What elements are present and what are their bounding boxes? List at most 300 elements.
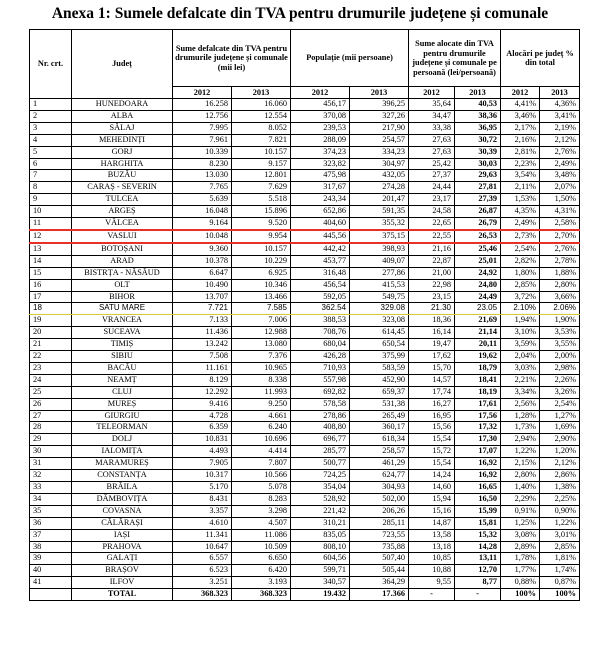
header-populatie: Populație (mii persoane) xyxy=(291,30,409,87)
populatie-2013-cell: 502,00 xyxy=(350,493,409,505)
procent-2012-cell: 2,21% xyxy=(501,374,540,386)
populatie-2012-cell: 285,77 xyxy=(291,446,350,458)
sume-2013-cell: 12.988 xyxy=(232,327,291,339)
alocat-2013-cell: 26,53 xyxy=(455,230,501,243)
procent-2012-cell: 1,25% xyxy=(501,517,540,529)
county-name-cell: HUNEDOARA xyxy=(72,99,173,111)
alocat-2013-cell: 18,79 xyxy=(455,362,501,374)
procent-2013-cell: 1,74% xyxy=(540,565,580,577)
sume-2012-cell: 8.431 xyxy=(173,493,232,505)
sume-2013-cell: 12.554 xyxy=(232,110,291,122)
procent-2013-cell: 1,38% xyxy=(540,482,580,494)
populatie-2013-cell: 334,23 xyxy=(350,146,409,158)
sume-2012-cell: 9.164 xyxy=(173,218,232,230)
populatie-2013-cell: 285,11 xyxy=(350,517,409,529)
procent-2013-cell: 4,36% xyxy=(540,99,580,111)
alocat-2013-cell: 36,95 xyxy=(455,122,501,134)
populatie-2013-cell: 304,93 xyxy=(350,482,409,494)
county-name-cell: BACĂU xyxy=(72,362,173,374)
county-name-cell: MEHEDINȚI xyxy=(72,134,173,146)
row-nr-cell: 14 xyxy=(30,255,72,267)
procent-2013-cell: 2,76% xyxy=(540,146,580,158)
populatie-2013-cell: 375,99 xyxy=(350,351,409,363)
table-row xyxy=(30,315,580,327)
alocat-2012-cell: 23,15 xyxy=(409,291,455,303)
table-row xyxy=(30,134,580,146)
county-name-cell: SĂLAJ xyxy=(72,122,173,134)
sume-2013-cell: 3.193 xyxy=(232,577,291,589)
procent-2013-cell: 2,54% xyxy=(540,398,580,410)
header-judet: Județ xyxy=(72,30,173,99)
alocat-2013-cell: 40,53 xyxy=(455,99,501,111)
populatie-2012-cell: 370,08 xyxy=(291,110,350,122)
row-nr-cell: 15 xyxy=(30,267,72,279)
total-row xyxy=(30,589,580,601)
alocat-2012-cell: 15,54 xyxy=(409,458,455,470)
procent-2013-cell: 2.06% xyxy=(540,303,580,315)
row-nr-cell: 7 xyxy=(30,170,72,182)
sume-2012-cell: 10.048 xyxy=(173,230,232,243)
alocat-2012-cell: 13,18 xyxy=(409,541,455,553)
sume-2012-cell: 10.490 xyxy=(173,279,232,291)
alocat-2013-cell: 25,46 xyxy=(455,243,501,255)
county-name-cell: BOTOȘANI xyxy=(72,243,173,255)
populatie-2012-cell: 239,53 xyxy=(291,122,350,134)
procent-2012-cell: 2,49% xyxy=(501,218,540,230)
sume-2013-cell: 4.661 xyxy=(232,410,291,422)
row-nr-cell: 35 xyxy=(30,505,72,517)
sume-2013-cell: 9.157 xyxy=(232,158,291,170)
populatie-2012-cell: 445,56 xyxy=(291,230,350,243)
alocat-2013-cell: 30,03 xyxy=(455,158,501,170)
table-row xyxy=(30,99,580,111)
sume-2013-cell: 6.925 xyxy=(232,267,291,279)
alocat-2013-cell: 17,32 xyxy=(455,422,501,434)
procent-2013-cell: 1,20% xyxy=(540,446,580,458)
total-county-name-cell: TOTAL xyxy=(72,589,173,601)
populatie-2012-cell: 500,77 xyxy=(291,458,350,470)
table-row xyxy=(30,434,580,446)
sume-2013-cell: 8.283 xyxy=(232,493,291,505)
row-nr-cell: 41 xyxy=(30,577,72,589)
allocation-table-wrapper xyxy=(29,29,579,601)
table-row xyxy=(30,482,580,494)
populatie-2012-cell: 340,57 xyxy=(291,577,350,589)
populatie-2012-cell: 528,92 xyxy=(291,493,350,505)
table-row xyxy=(30,398,580,410)
alocat-2012-cell: 21,00 xyxy=(409,267,455,279)
populatie-2012-cell: 835,05 xyxy=(291,529,350,541)
total-populatie-2012-cell: 19.432 xyxy=(291,589,350,601)
header-alocari: Alocări pe județ % din total xyxy=(501,30,580,87)
table-row xyxy=(30,206,580,218)
row-nr-cell: 8 xyxy=(30,182,72,194)
sume-2012-cell: 7.905 xyxy=(173,458,232,470)
alocat-2012-cell: 14,60 xyxy=(409,482,455,494)
row-nr-cell: 39 xyxy=(30,553,72,565)
table-row xyxy=(30,291,580,303)
row-nr-cell: 40 xyxy=(30,565,72,577)
populatie-2013-cell: 415,53 xyxy=(350,279,409,291)
sume-2013-cell: 7.629 xyxy=(232,182,291,194)
year-header: 2013 xyxy=(350,87,409,99)
alocat-2012-cell: 16,14 xyxy=(409,327,455,339)
sume-2012-cell: 12.756 xyxy=(173,110,232,122)
populatie-2013-cell: 461,29 xyxy=(350,458,409,470)
procent-2012-cell: 3,03% xyxy=(501,362,540,374)
sume-2013-cell: 7.821 xyxy=(232,134,291,146)
populatie-2013-cell: 591,35 xyxy=(350,206,409,218)
row-nr-cell: 26 xyxy=(30,398,72,410)
table-row xyxy=(30,470,580,482)
county-name-cell: ARAD xyxy=(72,255,173,267)
county-name-cell: HARGHITA xyxy=(72,158,173,170)
county-name-cell: BRĂILA xyxy=(72,482,173,494)
populatie-2012-cell: 442,42 xyxy=(291,243,350,255)
row-nr-cell: 12 xyxy=(30,230,72,243)
alocat-2013-cell: 15,81 xyxy=(455,517,501,529)
populatie-2012-cell: 310,21 xyxy=(291,517,350,529)
county-name-cell: GORJ xyxy=(72,146,173,158)
county-name-cell: IALOMIȚA xyxy=(72,446,173,458)
procent-2013-cell: 3,66% xyxy=(540,291,580,303)
county-name-cell: DOLJ xyxy=(72,434,173,446)
procent-2013-cell: 1,90% xyxy=(540,315,580,327)
row-nr-cell: 9 xyxy=(30,194,72,206)
table-row xyxy=(30,505,580,517)
procent-2012-cell: 3,46% xyxy=(501,110,540,122)
populatie-2013-cell: 396,25 xyxy=(350,99,409,111)
procent-2012-cell: 2,82% xyxy=(501,255,540,267)
alocat-2013-cell: 14,28 xyxy=(455,541,501,553)
sume-2013-cell: 8.052 xyxy=(232,122,291,134)
header-nr: Nr. crt. xyxy=(30,30,72,99)
sume-2012-cell: 6.647 xyxy=(173,267,232,279)
county-name-cell: NEAMȚ xyxy=(72,374,173,386)
sume-2013-cell: 13.466 xyxy=(232,291,291,303)
procent-2012-cell: 1,28% xyxy=(501,410,540,422)
populatie-2012-cell: 374,23 xyxy=(291,146,350,158)
procent-2013-cell: 1,50% xyxy=(540,194,580,206)
sume-2012-cell: 6.359 xyxy=(173,422,232,434)
county-name-cell: GALAȚI xyxy=(72,553,173,565)
row-nr-cell: 29 xyxy=(30,434,72,446)
alocat-2012-cell: 33,38 xyxy=(409,122,455,134)
table-row xyxy=(30,458,580,470)
sume-2013-cell: 7.376 xyxy=(232,351,291,363)
procent-2012-cell: 2,81% xyxy=(501,146,540,158)
procent-2012-cell: 2,23% xyxy=(501,158,540,170)
alocat-2012-cell: 25,42 xyxy=(409,158,455,170)
procent-2013-cell: 1,22% xyxy=(540,517,580,529)
alocat-2012-cell: 17,74 xyxy=(409,386,455,398)
alocat-2012-cell: 22,98 xyxy=(409,279,455,291)
sume-2012-cell: 4.610 xyxy=(173,517,232,529)
table-row xyxy=(30,158,580,170)
populatie-2013-cell: 274,28 xyxy=(350,182,409,194)
sume-2013-cell: 6.240 xyxy=(232,422,291,434)
procent-2013-cell: 3,48% xyxy=(540,170,580,182)
row-nr-cell: 32 xyxy=(30,470,72,482)
table-row xyxy=(30,553,580,565)
procent-2012-cell: 3,10% xyxy=(501,327,540,339)
populatie-2012-cell: 426,28 xyxy=(291,351,350,363)
row-nr-cell: 38 xyxy=(30,541,72,553)
alocat-2013-cell: 24,80 xyxy=(455,279,501,291)
total-procent-2013-cell: 100% xyxy=(540,589,580,601)
procent-2012-cell: 1,78% xyxy=(501,553,540,565)
row-nr-cell: 37 xyxy=(30,529,72,541)
county-name-cell: BRAȘOV xyxy=(72,565,173,577)
populatie-2013-cell: 398,93 xyxy=(350,243,409,255)
sume-2013-cell: 7.585 xyxy=(232,303,291,315)
alocat-2013-cell: 26,79 xyxy=(455,218,501,230)
sume-2012-cell: 6.523 xyxy=(173,565,232,577)
alocat-2013-cell: 26,87 xyxy=(455,206,501,218)
alocat-2012-cell: 24,58 xyxy=(409,206,455,218)
alocat-2013-cell: 15,99 xyxy=(455,505,501,517)
sume-2013-cell: 3.298 xyxy=(232,505,291,517)
populatie-2012-cell: 317,67 xyxy=(291,182,350,194)
populatie-2012-cell: 404,60 xyxy=(291,218,350,230)
populatie-2012-cell: 692,82 xyxy=(291,386,350,398)
populatie-2013-cell: 375,15 xyxy=(350,230,409,243)
populatie-2013-cell: 355,32 xyxy=(350,218,409,230)
procent-2012-cell: 2,56% xyxy=(501,398,540,410)
county-name-cell: DÂMBOVIȚA xyxy=(72,493,173,505)
sume-2012-cell: 3.251 xyxy=(173,577,232,589)
row-nr-cell: 25 xyxy=(30,386,72,398)
procent-2012-cell: 1,77% xyxy=(501,565,540,577)
procent-2012-cell: 4,35% xyxy=(501,206,540,218)
row-nr-cell: 33 xyxy=(30,482,72,494)
year-header: 2012 xyxy=(173,87,232,99)
year-header: 2012 xyxy=(501,87,540,99)
populatie-2013-cell: 409,07 xyxy=(350,255,409,267)
populatie-2012-cell: 456,17 xyxy=(291,99,350,111)
procent-2013-cell: 2,12% xyxy=(540,134,580,146)
county-name-cell: TIMIȘ xyxy=(72,339,173,351)
alocat-2012-cell: 14,87 xyxy=(409,517,455,529)
alocat-2013-cell: 16,92 xyxy=(455,458,501,470)
procent-2012-cell: 3,59% xyxy=(501,339,540,351)
county-name-cell: TULCEA xyxy=(72,194,173,206)
row-nr-cell: 5 xyxy=(30,146,72,158)
procent-2012-cell: 3,34% xyxy=(501,386,540,398)
county-name-cell: MARAMUREȘ xyxy=(72,458,173,470)
sume-2012-cell: 6.557 xyxy=(173,553,232,565)
populatie-2013-cell: 206,26 xyxy=(350,505,409,517)
row-nr-cell: 3 xyxy=(30,122,72,134)
procent-2012-cell: 2,16% xyxy=(501,134,540,146)
populatie-2013-cell: 254,57 xyxy=(350,134,409,146)
table-row xyxy=(30,541,580,553)
populatie-2012-cell: 696,77 xyxy=(291,434,350,446)
populatie-2012-cell: 475,98 xyxy=(291,170,350,182)
county-name-cell: ARGEȘ xyxy=(72,206,173,218)
table-row xyxy=(30,267,580,279)
alocat-2013-cell: 17,07 xyxy=(455,446,501,458)
alocat-2012-cell: 9,55 xyxy=(409,577,455,589)
table-row xyxy=(30,529,580,541)
county-name-cell: SUCEAVA xyxy=(72,327,173,339)
county-name-cell: OLT xyxy=(72,279,173,291)
table-row xyxy=(30,182,580,194)
procent-2012-cell: 2,54% xyxy=(501,243,540,255)
table-row xyxy=(30,339,580,351)
alocat-2013-cell: 19,62 xyxy=(455,351,501,363)
table-row xyxy=(30,255,580,267)
table-row xyxy=(30,303,580,315)
populatie-2013-cell: 618,34 xyxy=(350,434,409,446)
sume-2013-cell: 13.080 xyxy=(232,339,291,351)
alocat-2012-cell: 27,63 xyxy=(409,146,455,158)
sume-2012-cell: 10.647 xyxy=(173,541,232,553)
row-nr-cell: 27 xyxy=(30,410,72,422)
procent-2012-cell: 2,29% xyxy=(501,493,540,505)
sume-2013-cell: 10.965 xyxy=(232,362,291,374)
row-nr-cell: 30 xyxy=(30,446,72,458)
populatie-2013-cell: 583,59 xyxy=(350,362,409,374)
populatie-2013-cell: 201,47 xyxy=(350,194,409,206)
populatie-2013-cell: 549,75 xyxy=(350,291,409,303)
page-title: Anexa 1: Sumele defalcate din TVA pentru drumurile județene și comunale xyxy=(51,5,549,22)
procent-2012-cell: 2,73% xyxy=(501,230,540,243)
row-nr-cell: 18 xyxy=(30,303,72,315)
alocat-2013-cell: 16,92 xyxy=(455,470,501,482)
sume-2012-cell: 13.030 xyxy=(173,170,232,182)
row-nr-cell: 21 xyxy=(30,339,72,351)
county-name-cell: ALBA xyxy=(72,110,173,122)
sume-2012-cell: 7.961 xyxy=(173,134,232,146)
county-name-cell: BIHOR xyxy=(72,291,173,303)
sume-2012-cell: 7.765 xyxy=(173,182,232,194)
populatie-2013-cell: 614,45 xyxy=(350,327,409,339)
table-row xyxy=(30,565,580,577)
procent-2012-cell: 2,80% xyxy=(501,470,540,482)
sume-2012-cell: 8.129 xyxy=(173,374,232,386)
populatie-2012-cell: 592,05 xyxy=(291,291,350,303)
alocat-2012-cell: 35,64 xyxy=(409,99,455,111)
procent-2013-cell: 2,00% xyxy=(540,351,580,363)
procent-2013-cell: 1,88% xyxy=(540,267,580,279)
year-header: 2013 xyxy=(232,87,291,99)
sume-2012-cell: 5.170 xyxy=(173,482,232,494)
alocat-2012-cell: 14,57 xyxy=(409,374,455,386)
alocat-2013-cell: 17,30 xyxy=(455,434,501,446)
row-nr-cell: 34 xyxy=(30,493,72,505)
total-alocat-2013-cell: - xyxy=(455,589,501,601)
alocat-2013-cell: 21,69 xyxy=(455,315,501,327)
populatie-2012-cell: 288,09 xyxy=(291,134,350,146)
alocat-2013-cell: 18,19 xyxy=(455,386,501,398)
procent-2013-cell: 1,81% xyxy=(540,553,580,565)
alocat-2012-cell: 13,58 xyxy=(409,529,455,541)
county-name-cell: CONSTANȚA xyxy=(72,470,173,482)
alocat-2012-cell: 15,94 xyxy=(409,493,455,505)
sume-2012-cell: 10.831 xyxy=(173,434,232,446)
alocat-2013-cell: 17,61 xyxy=(455,398,501,410)
procent-2012-cell: 1,94% xyxy=(501,315,540,327)
sume-2012-cell: 16.258 xyxy=(173,99,232,111)
populatie-2012-cell: 243,34 xyxy=(291,194,350,206)
sume-2013-cell: 16.060 xyxy=(232,99,291,111)
row-nr-cell: 2 xyxy=(30,110,72,122)
alocat-2013-cell: 15,32 xyxy=(455,529,501,541)
sume-2013-cell: 15.896 xyxy=(232,206,291,218)
row-nr-cell: 24 xyxy=(30,374,72,386)
alocat-2013-cell: 16,50 xyxy=(455,493,501,505)
populatie-2013-cell: 723,55 xyxy=(350,529,409,541)
procent-2012-cell: 2,89% xyxy=(501,541,540,553)
alocat-2013-cell: 27,39 xyxy=(455,194,501,206)
row-nr-cell: 31 xyxy=(30,458,72,470)
total-alocat-2012-cell: - xyxy=(409,589,455,601)
alocat-2012-cell: 15,56 xyxy=(409,422,455,434)
alocat-2012-cell: 10,85 xyxy=(409,553,455,565)
county-name-cell: MUREȘ xyxy=(72,398,173,410)
procent-2013-cell: 2,26% xyxy=(540,374,580,386)
sume-2012-cell: 16.048 xyxy=(173,206,232,218)
alocat-2013-cell: 13,11 xyxy=(455,553,501,565)
county-name-cell: CARAȘ - SEVERIN xyxy=(72,182,173,194)
alocat-2012-cell: 15,54 xyxy=(409,434,455,446)
sume-2012-cell: 12.292 xyxy=(173,386,232,398)
table-row xyxy=(30,410,580,422)
county-name-cell: CĂLĂRAȘI xyxy=(72,517,173,529)
sume-2013-cell: 11.086 xyxy=(232,529,291,541)
procent-2012-cell: 1,40% xyxy=(501,482,540,494)
populatie-2012-cell: 604,56 xyxy=(291,553,350,565)
row-nr-cell: 17 xyxy=(30,291,72,303)
sume-2013-cell: 9.520 xyxy=(232,218,291,230)
populatie-2013-cell: 360,17 xyxy=(350,422,409,434)
populatie-2013-cell: 329.08 xyxy=(350,303,409,315)
procent-2012-cell: 2,17% xyxy=(501,122,540,134)
alocat-2012-cell: 22,65 xyxy=(409,218,455,230)
table-row xyxy=(30,146,580,158)
populatie-2013-cell: 304,97 xyxy=(350,158,409,170)
sume-2012-cell: 11.161 xyxy=(173,362,232,374)
table-row xyxy=(30,122,580,134)
populatie-2012-cell: 710,93 xyxy=(291,362,350,374)
alocat-2012-cell: 19,47 xyxy=(409,339,455,351)
populatie-2012-cell: 221,42 xyxy=(291,505,350,517)
table-row xyxy=(30,577,580,589)
county-name-cell: BUZĂU xyxy=(72,170,173,182)
sume-2013-cell: 8.338 xyxy=(232,374,291,386)
table-row xyxy=(30,279,580,291)
procent-2013-cell: 2,70% xyxy=(540,230,580,243)
total-row-nr-cell xyxy=(30,589,72,601)
alocat-2012-cell: 24,44 xyxy=(409,182,455,194)
procent-2012-cell: 3,54% xyxy=(501,170,540,182)
procent-2013-cell: 2,12% xyxy=(540,458,580,470)
row-nr-cell: 6 xyxy=(30,158,72,170)
populatie-2012-cell: 724,25 xyxy=(291,470,350,482)
row-nr-cell: 11 xyxy=(30,218,72,230)
table-row xyxy=(30,374,580,386)
sume-2013-cell: 10.566 xyxy=(232,470,291,482)
alocat-2013-cell: 27,81 xyxy=(455,182,501,194)
procent-2013-cell: 3,01% xyxy=(540,529,580,541)
populatie-2012-cell: 316,48 xyxy=(291,267,350,279)
table-row xyxy=(30,243,580,255)
alocat-2013-cell: 30,39 xyxy=(455,146,501,158)
populatie-2012-cell: 456,54 xyxy=(291,279,350,291)
sume-2012-cell: 3.357 xyxy=(173,505,232,517)
alocat-2012-cell: 27,63 xyxy=(409,134,455,146)
